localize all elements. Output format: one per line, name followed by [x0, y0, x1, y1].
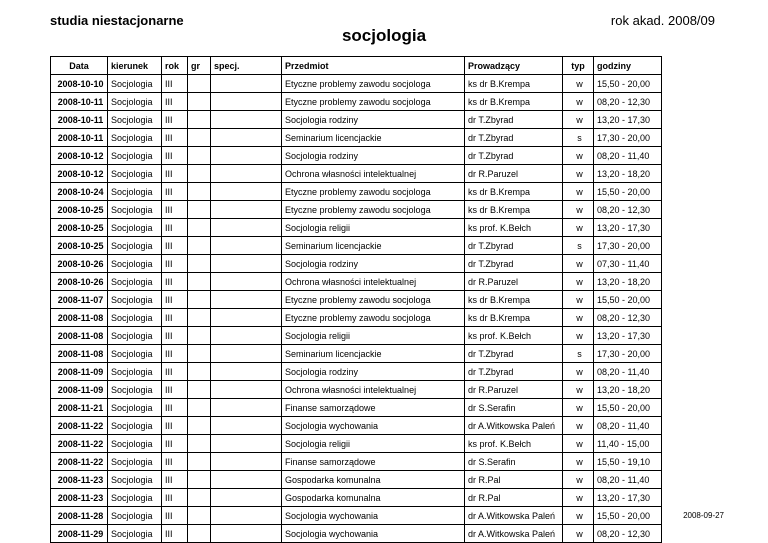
cell-date: 2008-10-24	[51, 183, 108, 201]
cell-gr	[188, 75, 211, 93]
cell-godziny: 08,20 - 12,30	[594, 309, 662, 327]
cell-gr	[188, 93, 211, 111]
cell-przedmiot: Socjologia wychowania	[282, 417, 465, 435]
cell-gr	[188, 345, 211, 363]
cell-gr	[188, 255, 211, 273]
cell-typ: w	[563, 525, 594, 543]
cell-gr	[188, 111, 211, 129]
table-header-row	[51, 57, 662, 75]
cell-kierunek: Socjologia	[108, 75, 162, 93]
cell-typ: w	[563, 165, 594, 183]
academic-year: rok akad. 2008/09	[610, 13, 715, 28]
cell-prowadzacy: ks prof. K.Bełch	[465, 327, 563, 345]
cell-gr	[188, 381, 211, 399]
table-row	[51, 471, 662, 489]
cell-przedmiot: Socjologia religii	[282, 219, 465, 237]
cell-specj	[211, 363, 282, 381]
cell-rok: III	[162, 93, 188, 111]
cell-godziny: 15,50 - 20,00	[594, 75, 662, 93]
cell-rok: III	[162, 129, 188, 147]
cell-godziny: 13,20 - 18,20	[594, 273, 662, 291]
cell-przedmiot: Socjologia wychowania	[282, 507, 465, 525]
cell-date: 2008-10-12	[51, 147, 108, 165]
cell-specj	[211, 201, 282, 219]
cell-specj	[211, 435, 282, 453]
cell-gr	[188, 327, 211, 345]
cell-gr	[188, 453, 211, 471]
cell-typ: w	[563, 399, 594, 417]
cell-date: 2008-11-09	[51, 381, 108, 399]
cell-przedmiot: Gospodarka komunalna	[282, 471, 465, 489]
cell-kierunek: Socjologia	[108, 273, 162, 291]
cell-prowadzacy: dr R.Paruzel	[465, 165, 563, 183]
cell-gr	[188, 219, 211, 237]
cell-typ: w	[563, 255, 594, 273]
cell-prowadzacy: ks dr B.Krempa	[465, 309, 563, 327]
col-header-specj: specj.	[211, 57, 282, 75]
cell-przedmiot: Finanse samorządowe	[282, 453, 465, 471]
cell-typ: w	[563, 75, 594, 93]
cell-typ: w	[563, 291, 594, 309]
table-row	[51, 273, 662, 291]
cell-przedmiot: Ochrona własności intelektualnej	[282, 165, 465, 183]
cell-godziny: 08,20 - 11,40	[594, 363, 662, 381]
cell-date: 2008-10-26	[51, 255, 108, 273]
col-header-typ: typ	[563, 57, 594, 75]
cell-godziny: 08,20 - 11,40	[594, 417, 662, 435]
cell-date: 2008-11-21	[51, 399, 108, 417]
col-header-kierunek: kierunek	[108, 57, 162, 75]
cell-kierunek: Socjologia	[108, 381, 162, 399]
cell-prowadzacy: dr R.Pal	[465, 489, 563, 507]
cell-godziny: 08,20 - 12,30	[594, 201, 662, 219]
cell-przedmiot: Ochrona własności intelektualnej	[282, 381, 465, 399]
cell-godziny: 08,20 - 11,40	[594, 471, 662, 489]
cell-gr	[188, 525, 211, 543]
cell-date: 2008-11-29	[51, 525, 108, 543]
cell-specj	[211, 507, 282, 525]
cell-rok: III	[162, 435, 188, 453]
cell-kierunek: Socjologia	[108, 237, 162, 255]
print-date: 2008-09-27	[683, 511, 724, 520]
cell-rok: III	[162, 75, 188, 93]
cell-gr	[188, 399, 211, 417]
table-row	[51, 309, 662, 327]
table-row	[51, 75, 662, 93]
cell-kierunek: Socjologia	[108, 399, 162, 417]
table-row	[51, 183, 662, 201]
cell-rok: III	[162, 273, 188, 291]
cell-rok: III	[162, 417, 188, 435]
cell-rok: III	[162, 399, 188, 417]
cell-typ: w	[563, 507, 594, 525]
cell-date: 2008-10-12	[51, 165, 108, 183]
col-header-rok: rok	[162, 57, 188, 75]
cell-przedmiot: Socjologia wychowania	[282, 525, 465, 543]
cell-rok: III	[162, 471, 188, 489]
cell-kierunek: Socjologia	[108, 309, 162, 327]
cell-typ: w	[563, 417, 594, 435]
col-header-gr: gr	[188, 57, 211, 75]
cell-date: 2008-10-25	[51, 201, 108, 219]
cell-date: 2008-10-26	[51, 273, 108, 291]
table-row	[51, 345, 662, 363]
cell-kierunek: Socjologia	[108, 525, 162, 543]
cell-godziny: 15,50 - 20,00	[594, 291, 662, 309]
cell-przedmiot: Socjologia rodziny	[282, 147, 465, 165]
cell-date: 2008-10-11	[51, 93, 108, 111]
cell-date: 2008-10-25	[51, 219, 108, 237]
cell-date: 2008-10-11	[51, 129, 108, 147]
cell-prowadzacy: dr S.Serafin	[465, 399, 563, 417]
cell-godziny: 08,20 - 12,30	[594, 93, 662, 111]
cell-kierunek: Socjologia	[108, 183, 162, 201]
cell-prowadzacy: dr T.Zbyrad	[465, 363, 563, 381]
cell-rok: III	[162, 525, 188, 543]
cell-gr	[188, 147, 211, 165]
cell-godziny: 15,50 - 20,00	[594, 399, 662, 417]
cell-prowadzacy: ks dr B.Krempa	[465, 291, 563, 309]
page-title: socjologia	[341, 26, 427, 45]
schedule-table	[50, 56, 662, 543]
cell-rok: III	[162, 291, 188, 309]
cell-typ: w	[563, 381, 594, 399]
cell-date: 2008-10-25	[51, 237, 108, 255]
cell-prowadzacy: dr R.Paruzel	[465, 381, 563, 399]
cell-date: 2008-11-22	[51, 453, 108, 471]
cell-prowadzacy: dr A.Witkowska Paleń	[465, 507, 563, 525]
cell-przedmiot: Etyczne problemy zawodu socjologa	[282, 201, 465, 219]
cell-typ: w	[563, 327, 594, 345]
cell-gr	[188, 291, 211, 309]
table-row	[51, 201, 662, 219]
table-row	[51, 507, 662, 525]
cell-typ: s	[563, 129, 594, 147]
cell-prowadzacy: dr R.Pal	[465, 471, 563, 489]
cell-przedmiot: Seminarium licencjackie	[282, 345, 465, 363]
col-header-data: Data	[51, 57, 108, 75]
cell-przedmiot: Finanse samorządowe	[282, 399, 465, 417]
table-row	[51, 399, 662, 417]
cell-przedmiot: Gospodarka komunalna	[282, 489, 465, 507]
cell-specj	[211, 489, 282, 507]
cell-kierunek: Socjologia	[108, 255, 162, 273]
cell-kierunek: Socjologia	[108, 327, 162, 345]
cell-date: 2008-11-08	[51, 309, 108, 327]
table-row	[51, 255, 662, 273]
cell-specj	[211, 255, 282, 273]
table-row	[51, 363, 662, 381]
cell-gr	[188, 507, 211, 525]
cell-godziny: 11,40 - 15,00	[594, 435, 662, 453]
cell-specj	[211, 273, 282, 291]
cell-typ: s	[563, 237, 594, 255]
cell-kierunek: Socjologia	[108, 201, 162, 219]
cell-kierunek: Socjologia	[108, 219, 162, 237]
cell-godziny: 07,30 - 11,40	[594, 255, 662, 273]
table-row	[51, 129, 662, 147]
cell-godziny: 13,20 - 17,30	[594, 489, 662, 507]
table-row	[51, 147, 662, 165]
cell-godziny: 13,20 - 17,30	[594, 111, 662, 129]
cell-typ: w	[563, 147, 594, 165]
cell-specj	[211, 165, 282, 183]
cell-kierunek: Socjologia	[108, 453, 162, 471]
cell-gr	[188, 201, 211, 219]
cell-przedmiot: Etyczne problemy zawodu socjologa	[282, 93, 465, 111]
cell-godziny: 15,50 - 19,10	[594, 453, 662, 471]
cell-typ: w	[563, 435, 594, 453]
cell-specj	[211, 381, 282, 399]
cell-kierunek: Socjologia	[108, 417, 162, 435]
cell-godziny: 17,30 - 20,00	[594, 237, 662, 255]
cell-rok: III	[162, 309, 188, 327]
cell-prowadzacy: dr T.Zbyrad	[465, 255, 563, 273]
cell-przedmiot: Etyczne problemy zawodu socjologa	[282, 75, 465, 93]
cell-kierunek: Socjologia	[108, 345, 162, 363]
cell-specj	[211, 453, 282, 471]
cell-przedmiot: Socjologia religii	[282, 327, 465, 345]
cell-kierunek: Socjologia	[108, 489, 162, 507]
cell-rok: III	[162, 201, 188, 219]
cell-specj	[211, 111, 282, 129]
cell-gr	[188, 417, 211, 435]
table-row	[51, 381, 662, 399]
cell-specj	[211, 417, 282, 435]
cell-date: 2008-11-08	[51, 327, 108, 345]
cell-przedmiot: Socjologia rodziny	[282, 255, 465, 273]
cell-specj	[211, 525, 282, 543]
cell-godziny: 17,30 - 20,00	[594, 345, 662, 363]
cell-typ: w	[563, 93, 594, 111]
cell-rok: III	[162, 111, 188, 129]
table-row	[51, 327, 662, 345]
cell-godziny: 08,20 - 12,30	[594, 525, 662, 543]
cell-godziny: 13,20 - 18,20	[594, 381, 662, 399]
cell-typ: w	[563, 471, 594, 489]
cell-prowadzacy: dr T.Zbyrad	[465, 147, 563, 165]
cell-specj	[211, 93, 282, 111]
table-row	[51, 417, 662, 435]
cell-date: 2008-10-10	[51, 75, 108, 93]
table-row	[51, 219, 662, 237]
cell-kierunek: Socjologia	[108, 471, 162, 489]
table-row	[51, 93, 662, 111]
table-row	[51, 237, 662, 255]
cell-kierunek: Socjologia	[108, 111, 162, 129]
cell-rok: III	[162, 255, 188, 273]
cell-date: 2008-11-22	[51, 417, 108, 435]
cell-rok: III	[162, 219, 188, 237]
cell-godziny: 17,30 - 20,00	[594, 129, 662, 147]
cell-rok: III	[162, 237, 188, 255]
cell-date: 2008-11-23	[51, 489, 108, 507]
cell-date: 2008-11-07	[51, 291, 108, 309]
cell-gr	[188, 489, 211, 507]
cell-przedmiot: Etyczne problemy zawodu socjologa	[282, 183, 465, 201]
cell-gr	[188, 435, 211, 453]
cell-godziny: 15,50 - 20,00	[594, 183, 662, 201]
cell-godziny: 13,20 - 18,20	[594, 165, 662, 183]
cell-rok: III	[162, 363, 188, 381]
cell-przedmiot: Etyczne problemy zawodu socjologa	[282, 309, 465, 327]
cell-typ: w	[563, 219, 594, 237]
cell-prowadzacy: ks prof. K.Bełch	[465, 435, 563, 453]
cell-gr	[188, 165, 211, 183]
cell-rok: III	[162, 507, 188, 525]
table-row	[51, 435, 662, 453]
cell-date: 2008-11-08	[51, 345, 108, 363]
table-row	[51, 111, 662, 129]
cell-gr	[188, 129, 211, 147]
cell-date: 2008-11-28	[51, 507, 108, 525]
col-header-prowadzacy: Prowadzący	[465, 57, 563, 75]
cell-przedmiot: Seminarium licencjackie	[282, 237, 465, 255]
cell-typ: s	[563, 345, 594, 363]
cell-przedmiot: Socjologia rodziny	[282, 111, 465, 129]
cell-prowadzacy: dr A.Witkowska Paleń	[465, 525, 563, 543]
cell-rok: III	[162, 183, 188, 201]
cell-specj	[211, 129, 282, 147]
cell-kierunek: Socjologia	[108, 363, 162, 381]
cell-typ: w	[563, 489, 594, 507]
col-header-godziny: godziny	[594, 57, 662, 75]
cell-specj	[211, 219, 282, 237]
cell-rok: III	[162, 147, 188, 165]
cell-godziny: 15,50 - 20,00	[594, 507, 662, 525]
cell-typ: w	[563, 111, 594, 129]
cell-gr	[188, 237, 211, 255]
table-row	[51, 291, 662, 309]
cell-przedmiot: Socjologia religii	[282, 435, 465, 453]
table-row	[51, 453, 662, 471]
cell-prowadzacy: dr T.Zbyrad	[465, 345, 563, 363]
table-row	[51, 489, 662, 507]
cell-gr	[188, 273, 211, 291]
cell-specj	[211, 291, 282, 309]
table-row	[51, 165, 662, 183]
cell-kierunek: Socjologia	[108, 291, 162, 309]
cell-prowadzacy: dr A.Witkowska Paleń	[465, 417, 563, 435]
cell-date: 2008-11-09	[51, 363, 108, 381]
cell-specj	[211, 147, 282, 165]
cell-typ: w	[563, 453, 594, 471]
cell-date: 2008-11-23	[51, 471, 108, 489]
cell-prowadzacy: ks dr B.Krempa	[465, 75, 563, 93]
cell-rok: III	[162, 345, 188, 363]
cell-prowadzacy: dr R.Paruzel	[465, 273, 563, 291]
cell-specj	[211, 471, 282, 489]
cell-prowadzacy: ks prof. K.Bełch	[465, 219, 563, 237]
cell-przedmiot: Socjologia rodziny	[282, 363, 465, 381]
cell-gr	[188, 471, 211, 489]
cell-date: 2008-11-22	[51, 435, 108, 453]
cell-rok: III	[162, 165, 188, 183]
cell-godziny: 13,20 - 17,30	[594, 219, 662, 237]
cell-rok: III	[162, 327, 188, 345]
cell-specj	[211, 75, 282, 93]
cell-prowadzacy: ks dr B.Krempa	[465, 93, 563, 111]
cell-godziny: 13,20 - 17,30	[594, 327, 662, 345]
table-row	[51, 525, 662, 543]
cell-przedmiot: Etyczne problemy zawodu socjologa	[282, 291, 465, 309]
cell-kierunek: Socjologia	[108, 93, 162, 111]
cell-kierunek: Socjologia	[108, 507, 162, 525]
cell-prowadzacy: dr T.Zbyrad	[465, 129, 563, 147]
cell-godziny: 08,20 - 11,40	[594, 147, 662, 165]
cell-prowadzacy: ks dr B.Krempa	[465, 183, 563, 201]
cell-prowadzacy: dr S.Serafin	[465, 453, 563, 471]
cell-date: 2008-10-11	[51, 111, 108, 129]
cell-kierunek: Socjologia	[108, 147, 162, 165]
cell-prowadzacy: dr T.Zbyrad	[465, 111, 563, 129]
cell-gr	[188, 309, 211, 327]
col-header-przedmiot: Przedmiot	[282, 57, 465, 75]
cell-gr	[188, 183, 211, 201]
cell-specj	[211, 399, 282, 417]
cell-typ: w	[563, 309, 594, 327]
program-label: studia niestacjonarne	[50, 13, 184, 28]
cell-typ: w	[563, 273, 594, 291]
cell-rok: III	[162, 453, 188, 471]
cell-specj	[211, 345, 282, 363]
cell-specj	[211, 309, 282, 327]
cell-kierunek: Socjologia	[108, 165, 162, 183]
cell-specj	[211, 183, 282, 201]
cell-typ: w	[563, 183, 594, 201]
cell-kierunek: Socjologia	[108, 435, 162, 453]
cell-typ: w	[563, 201, 594, 219]
cell-specj	[211, 237, 282, 255]
cell-przedmiot: Seminarium licencjackie	[282, 129, 465, 147]
cell-przedmiot: Ochrona własności intelektualnej	[282, 273, 465, 291]
cell-rok: III	[162, 381, 188, 399]
cell-prowadzacy: ks dr B.Krempa	[465, 201, 563, 219]
cell-rok: III	[162, 489, 188, 507]
cell-typ: w	[563, 363, 594, 381]
cell-gr	[188, 363, 211, 381]
cell-prowadzacy: dr T.Zbyrad	[465, 237, 563, 255]
cell-kierunek: Socjologia	[108, 129, 162, 147]
cell-specj	[211, 327, 282, 345]
